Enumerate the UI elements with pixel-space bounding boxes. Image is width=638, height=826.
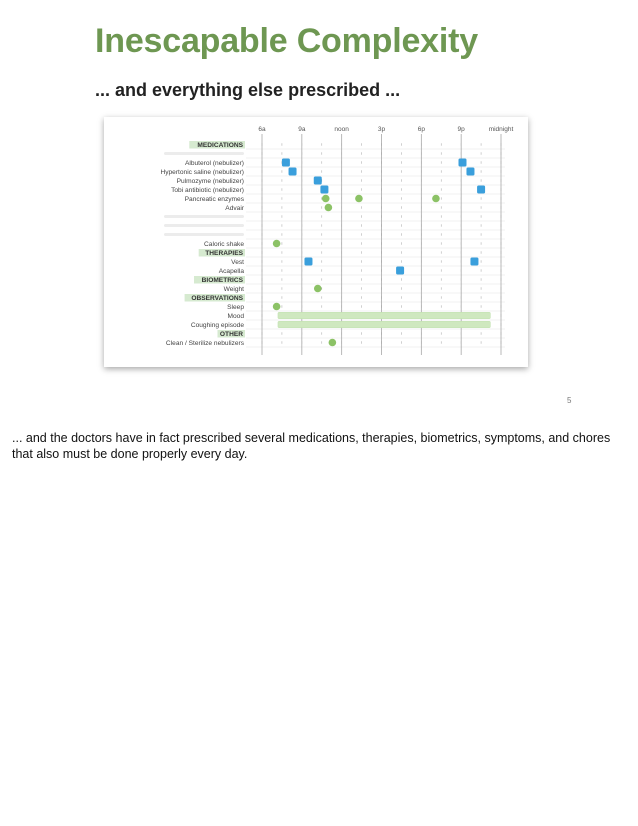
x-tick-label: 9p (457, 126, 465, 133)
schedule-chart (104, 117, 528, 367)
medication-mark (282, 159, 290, 167)
event-dot (325, 204, 333, 212)
medication-mark (470, 258, 478, 266)
medication-mark (314, 177, 322, 185)
x-tick-label: 6a (258, 126, 266, 133)
event-dot (273, 303, 281, 311)
section-header: MEDICATIONS (197, 142, 243, 149)
slide-subtitle: ... and everything else prescribed ... (95, 80, 401, 100)
event-dot (329, 339, 337, 347)
medication-mark (477, 186, 485, 194)
medication-mark (304, 258, 312, 266)
medication-mark (458, 159, 466, 167)
section-header: THERAPIES (205, 250, 243, 257)
x-tick-label: 6p (417, 126, 425, 133)
x-tick-label: 3p (377, 126, 386, 133)
row-label: Pulmozyme (nebulizer) (176, 178, 244, 185)
row-label: Advair (225, 205, 244, 212)
section-header: OTHER (219, 331, 243, 338)
medication-mark (466, 168, 474, 176)
schedule-chart-svg (104, 117, 528, 367)
event-dot (273, 240, 281, 248)
event-dot (432, 195, 440, 203)
x-tick-label: noon (334, 126, 349, 133)
page-number: 5 (567, 396, 572, 405)
row-label: Hypertonic saline (nebulizer) (160, 169, 244, 176)
span-bar (278, 321, 490, 327)
row-label: Vest (231, 259, 244, 266)
span-bar (278, 312, 490, 318)
blurred-label (164, 224, 244, 227)
blurred-label (164, 152, 244, 155)
section-header: BIOMETRICS (201, 277, 243, 284)
row-label: Clean / Sterilize nebulizers (165, 340, 244, 347)
section-header: OBSERVATIONS (191, 295, 243, 302)
row-label: Weight (223, 286, 244, 293)
row-label: Mood (227, 313, 244, 320)
row-label: Coughing episode (190, 322, 244, 329)
x-tick-label: 9a (298, 126, 306, 133)
row-label: Pancreatic enzymes (184, 196, 244, 203)
slide-title: Inescapable Complexity (95, 22, 478, 60)
blurred-label (164, 215, 244, 218)
medication-mark (396, 267, 404, 275)
event-dot (355, 195, 363, 203)
row-label: Caloric shake (204, 241, 244, 248)
row-label: Sleep (227, 304, 244, 311)
event-dot (322, 195, 330, 203)
event-dot (314, 285, 322, 293)
row-label: Albuterol (nebulizer) (184, 160, 244, 167)
blurred-label (164, 233, 244, 236)
medication-mark (289, 168, 297, 176)
row-label: Tobi antibiotic (nebulizer) (171, 187, 244, 194)
x-tick-label: midnight (488, 126, 514, 133)
speaker-notes: ... and the doctors have in fact prescribed several medications, therapies, biometrics, symptoms, and chores that also must be done properly every day. (12, 431, 611, 461)
medication-mark (320, 186, 328, 194)
row-label: Acapella (218, 268, 244, 275)
